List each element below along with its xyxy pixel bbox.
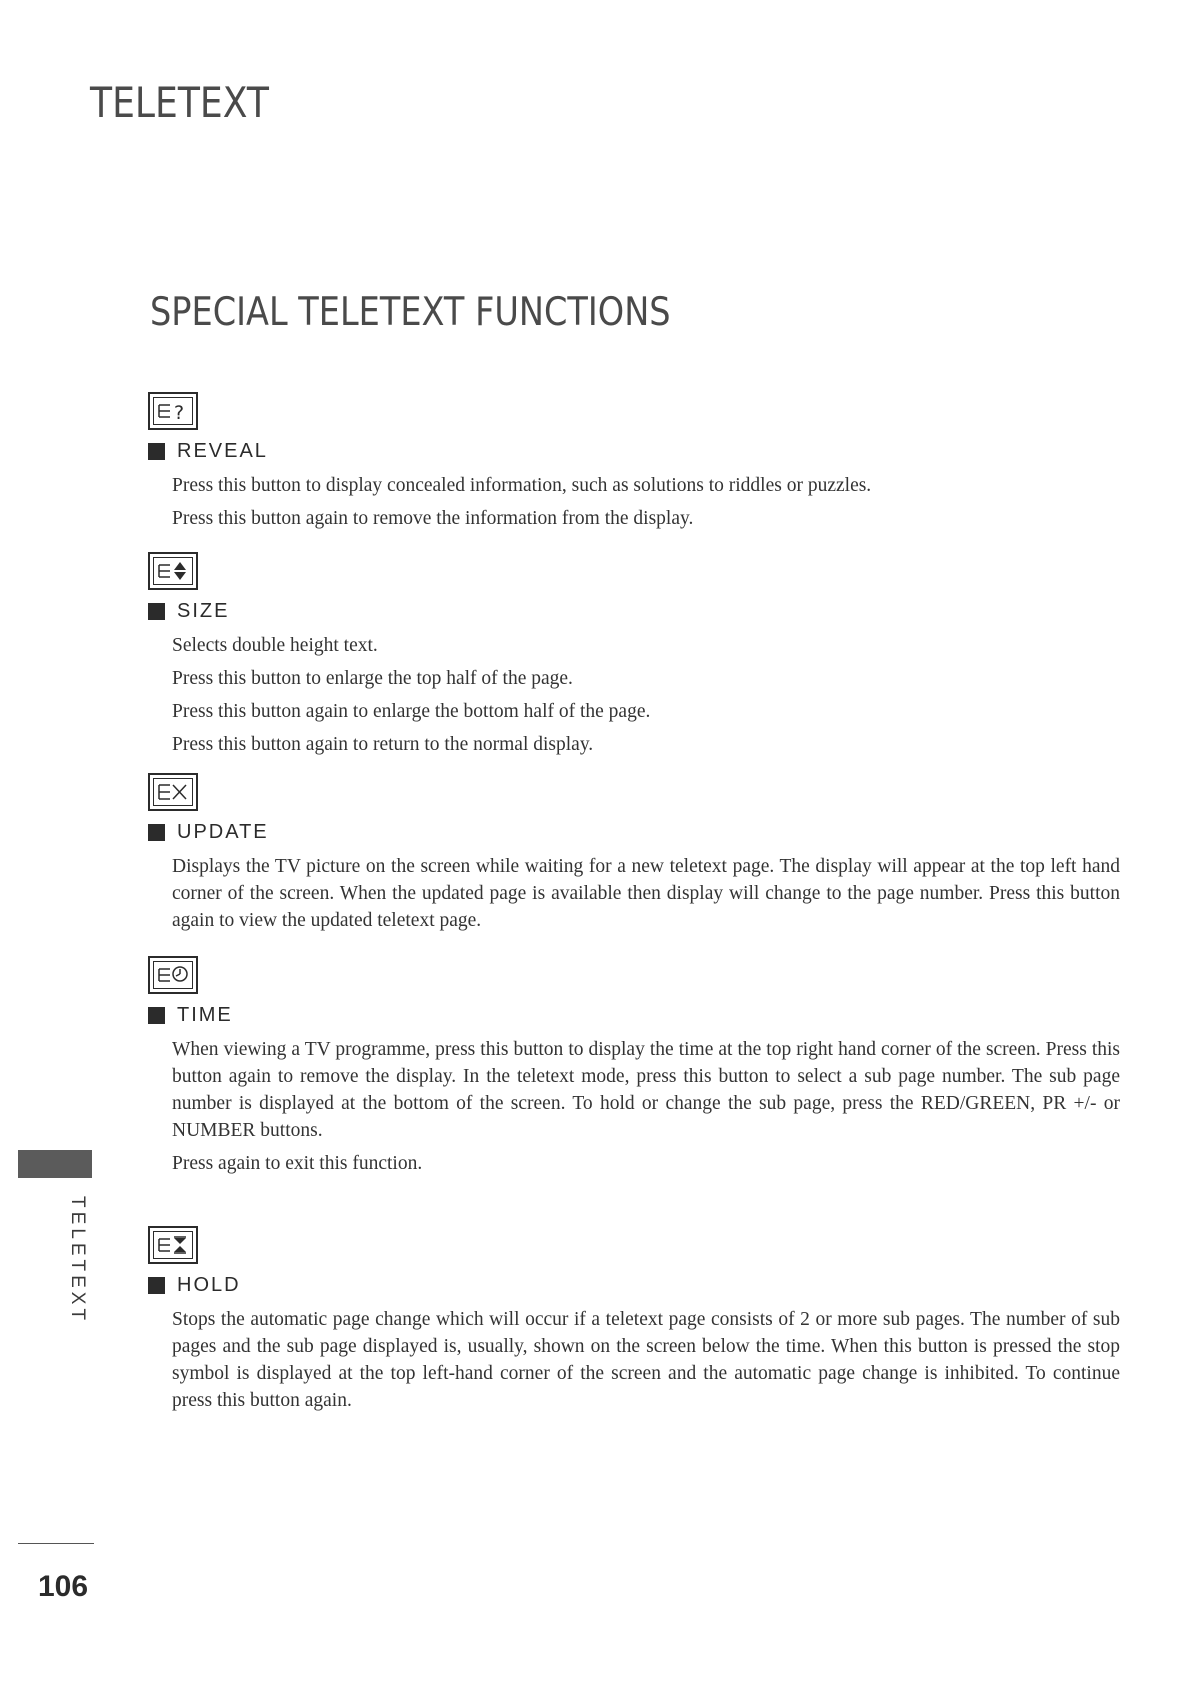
function-description: Displays the TV picture on the screen while waiting for a new teletext page. The display will appear at the top left hand corner of the screen. When the updated page is available then display will change to the page number. Press this button again to view the updated teletext page. xyxy=(172,856,1120,931)
function-block-time xyxy=(148,956,1120,1183)
function-heading xyxy=(148,438,1120,464)
function-heading xyxy=(148,598,1120,624)
bullet-square xyxy=(148,603,165,620)
function-heading xyxy=(148,1002,1120,1028)
function-title: REVEAL xyxy=(177,439,268,462)
section-title: SPECIAL TELETEXT FUNCTIONS xyxy=(150,290,671,335)
function-title: SIZE xyxy=(177,599,230,622)
bullet-square xyxy=(148,1007,165,1024)
function-description: When viewing a TV programme, press this button to display the time at the top right hand corner of the screen. Press this button again to remove the display. In the teletext mode, press this button to select a sub page number. The sub page number is displayed at the bottom of the screen. To hold or change the sub page, press the RED/GREEN, PR +/- or NUMBER buttons. xyxy=(172,1039,1120,1141)
function-block-reveal xyxy=(148,392,1120,538)
function-description: Stops the automatic page change which will occur if a teletext page consists of 2 or more sub pages. The number of sub pages and the sub page displayed is, usually, shown on the screen below the time. When this button is pressed the stop symbol is displayed at the top left-hand corner of the screen and the automatic page change is inhibited. To continue press this button again. xyxy=(172,1309,1120,1411)
function-title: HOLD xyxy=(177,1273,241,1296)
function-description: Press this button again to enlarge the bottom half of the page. xyxy=(172,701,651,722)
function-description: Press this button again to return to the normal display. xyxy=(172,734,594,755)
function-title: UPDATE xyxy=(177,820,269,843)
side-tab-label: TELETEXT xyxy=(67,1196,88,1325)
function-description: Press this button to enlarge the top half of the page. xyxy=(172,668,573,689)
function-block-hold xyxy=(148,1226,1120,1420)
function-heading xyxy=(148,1272,1120,1298)
function-block-update xyxy=(148,773,1120,940)
bullet-square xyxy=(148,1277,165,1294)
size-icon xyxy=(148,552,198,590)
update-icon xyxy=(148,773,198,811)
function-description: Selects double height text. xyxy=(172,635,378,656)
svg-text:?: ? xyxy=(174,402,185,423)
function-heading xyxy=(148,819,1120,845)
function-description: Press again to exit this function. xyxy=(172,1153,423,1174)
function-description: Press this button to display concealed information, such as solutions to riddles or puzzles. xyxy=(172,475,872,496)
footer-divider xyxy=(18,1543,94,1544)
hold-icon xyxy=(148,1226,198,1264)
reveal-icon xyxy=(148,392,198,430)
function-title: TIME xyxy=(177,1003,233,1026)
page-number: 106 xyxy=(38,1570,89,1603)
time-icon xyxy=(148,956,198,994)
function-description: Press this button again to remove the information from the display. xyxy=(172,508,694,529)
bullet-square xyxy=(148,824,165,841)
page-header-title: TELETEXT xyxy=(90,78,269,127)
bullet-square xyxy=(148,443,165,460)
function-block-size xyxy=(148,552,1120,764)
side-tab-marker xyxy=(18,1150,92,1178)
